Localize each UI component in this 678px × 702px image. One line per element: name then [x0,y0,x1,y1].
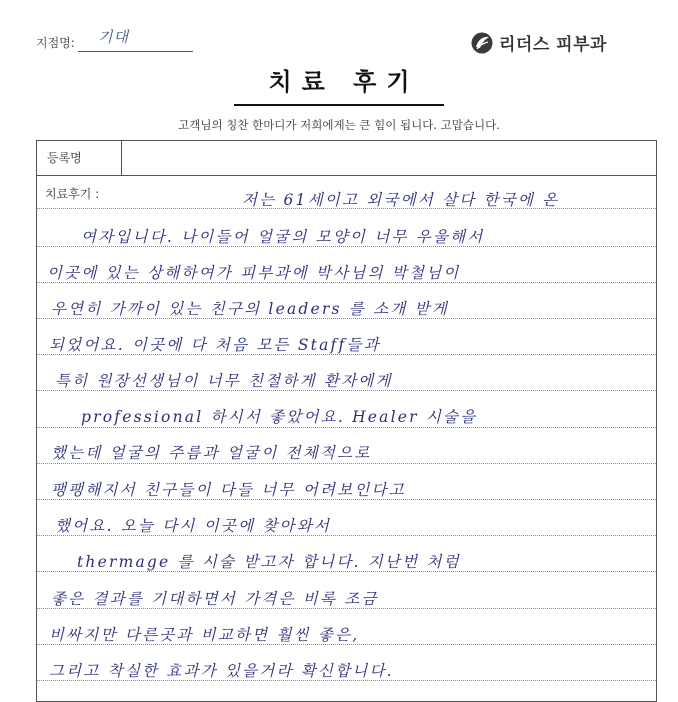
branch-value: 기대 [98,28,129,46]
handwritten-line: 그리고 착실한 효과가 있을거라 확신합니다. [49,662,394,680]
ruled-line [37,463,656,464]
registration-label: 등록명 [37,141,122,176]
handwritten-line: 비싸지만 다른곳과 비교하면 훨씬 좋은, [49,626,360,644]
clinic-logo [471,30,607,55]
handwritten-line: 우연히 가까이 있는 친구의 leaders 를 소개 받게 [51,300,449,318]
handwritten-line: 여자입니다. 나이들어 얼굴의 모양이 너무 우울해서 [81,228,485,246]
handwritten-line: professional 하시서 좋았어요. Healer 시술을 [81,408,478,426]
review-form [36,140,657,702]
handwritten-line: 특히 원장선생님이 너무 친절하게 환자에게 [55,372,393,390]
handwritten-line: 되었어요. 이곳에 다 처음 모든 Staff들과 [49,336,381,354]
handwritten-line: 팽팽해지서 친구들이 다들 너무 어려보인다고 [51,481,406,499]
handwritten-line: 저는 61세이고 외국에서 살다 한국에 온 [242,191,560,209]
leaf-logo-icon [471,32,493,54]
clinic-name: 리더스 피부과 [499,35,607,55]
handwritten-line: 이곳에 있는 상해하여가 피부과에 박사님의 박철님이 [47,264,461,282]
page-subtitle: 고객님의 칭찬 한마디가 저희에게는 큰 힘이 됩니다. 고맙습니다. [178,118,500,132]
handwritten-line: 했어요. 오늘 다시 이곳에 찾아와서 [55,517,332,535]
page-title: 치료 후기 [234,62,443,106]
branch-label: 지점명: [36,36,75,50]
handwritten-line: 했는데 얼굴의 주름과 얼굴이 전체적으로 [51,444,372,462]
registration-field-line [121,175,656,176]
handwritten-line: 좋은 결과를 기대하면서 가격은 비록 조금 [51,590,379,608]
review-label: 치료후기 : [45,187,100,201]
handwritten-line: thermage 를 시술 받고자 합니다. 지난번 처럼 [77,553,461,571]
branch-underline [78,51,193,52]
ruled-line [37,427,656,428]
